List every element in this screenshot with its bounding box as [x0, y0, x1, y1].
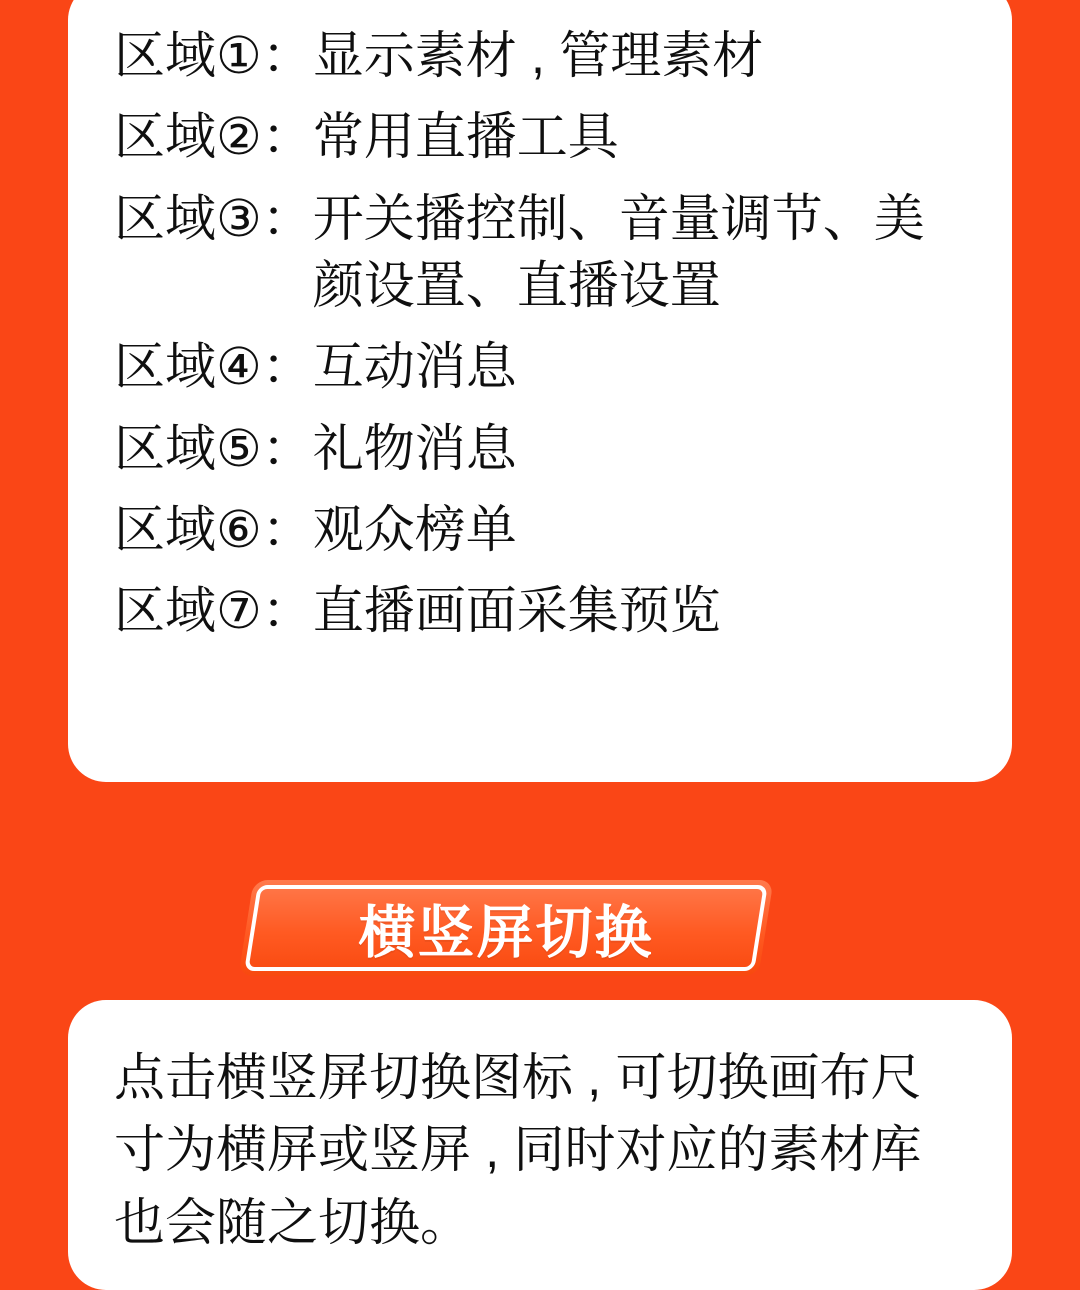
- legend-label: 区域⑦：: [114, 582, 313, 640]
- legend-card: [68, 0, 1012, 782]
- section-banner: [246, 880, 766, 976]
- legend-label: 区域⑥：: [114, 500, 313, 558]
- legend-list: [114, 22, 966, 645]
- list-item: [114, 103, 966, 170]
- description-card: [68, 1000, 1012, 1290]
- legend-text: 直播画面采集预览: [312, 582, 721, 640]
- legend-label: 区域①：: [114, 27, 313, 84]
- legend-label: 区域④：: [114, 338, 313, 396]
- legend-label: 区域③：: [114, 189, 313, 247]
- list-item: [114, 415, 966, 482]
- list-item: [114, 185, 966, 320]
- list-item: [114, 333, 966, 400]
- description-paragraph: 点击横竖屏切换图标 , 可切换画布尺寸为横屏或竖屏 , 同时对应的素材库也会随之切换。: [114, 1049, 922, 1251]
- legend-text: 观众榜单: [312, 500, 517, 558]
- list-item: [114, 22, 966, 89]
- legend-label: 区域⑤：: [114, 419, 313, 477]
- list-item: [114, 496, 966, 563]
- section-title: 横竖屏切换: [358, 901, 654, 965]
- legend-text: 常用直播工具: [312, 108, 619, 166]
- legend-text: 互动消息: [312, 338, 517, 396]
- legend-label: 区域②：: [114, 108, 313, 166]
- list-item: [114, 577, 966, 644]
- legend-text: 礼物消息: [312, 419, 517, 477]
- legend-text: 开关播控制、音量调节、美颜设置、直播设置: [312, 189, 925, 314]
- legend-text: 显示素材 , 管理素材: [312, 27, 764, 84]
